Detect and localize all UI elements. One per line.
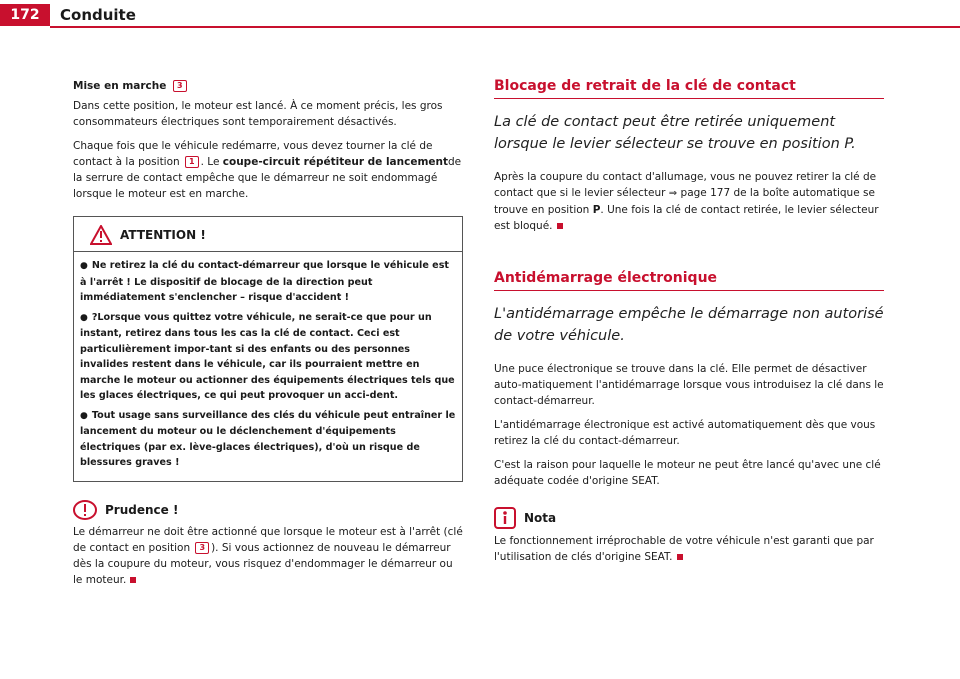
paragraph: C'est la raison pour laquelle le moteur ne peut être lancé qu'avec une clé adéquate codée d'origine SEAT.	[494, 459, 881, 487]
warning-text: Ne retirez la clé du contact-démarreur que lorsque le véhicule est à l'arrêt ! Le dispositif de blocage de la direction peut immédiatement s'enclencher – risque d'accident !	[80, 260, 449, 303]
text: . Le	[200, 156, 220, 168]
warning-body	[74, 252, 462, 481]
text: Le fonctionnement irréprochable de votre véhicule n'est garanti que par l'utilisation de clés d'origine SEAT.	[494, 535, 874, 563]
end-mark-icon	[677, 554, 683, 560]
caution-icon	[73, 500, 97, 520]
text: ). Si vous actionnez de nouveau le démarreur dès la coupure du moteur, vous risquez d'endommager le démarreur ou le moteur.	[73, 541, 453, 586]
end-mark-icon	[130, 577, 136, 583]
text: . Une fois la clé de contact retirée, le levier sélecteur est bloqué.	[494, 204, 879, 232]
text: page 177 de la boîte automatique se trouve en position	[494, 187, 875, 216]
warning-box	[73, 216, 463, 482]
paragraph	[73, 138, 463, 202]
warning-item	[80, 310, 456, 404]
warning-title: ATTENTION !	[120, 228, 206, 242]
section-title: Blocage de retrait de la clé de contact	[494, 78, 884, 99]
text: Le démarreur ne doit être actionné que lorsque le moteur est à l'arrêt (clé de contact en position	[73, 525, 463, 554]
position-badge: 3	[173, 80, 187, 92]
warning-header	[74, 217, 462, 252]
paragraph	[73, 524, 463, 588]
info-icon	[494, 507, 516, 529]
subheading-text: Mise en marche	[73, 80, 167, 92]
warning-text: ?Lorsque vous quittez votre véhicule, ne serait-ce que pour un instant, retirez dans tous les cas la clé de contact. Ceci est particulièrement impor-tant si des enfants ou des personnes invalides restent dans le véhicule, car ils pourraient mettre en marche le moteur ou actionner des équipements électriques tels que les glaces électriques, ce qui peut provoquer un acci-dent.	[80, 311, 455, 401]
end-mark-icon	[557, 223, 563, 229]
spacer	[494, 242, 884, 270]
nota-title: Nota	[524, 511, 557, 525]
chapter-title: Conduite	[60, 6, 136, 24]
bullet-icon: ●	[80, 410, 88, 421]
warning-text: Tout usage sans surveillance des clés du véhicule peut entraîner le lancement du moteur ou le déclenchement d'équipements électriques (par ex. lève-glaces électriques), d'où un risque de blessures graves !	[80, 409, 456, 468]
right-column	[494, 78, 884, 573]
position-badge: 1	[185, 156, 199, 168]
page-number: 172	[0, 4, 50, 26]
warning-item	[80, 258, 456, 306]
paragraph: L'antidémarrage électronique est activé automatiquement dès que vous retirez la clé du contact-démarreur.	[494, 419, 876, 447]
paragraph: Une puce électronique se trouve dans la clé. Elle permet de désactiver auto-matiquement l'antidémarrage lorsque vous introduisez la clé dans le contact-démarreur.	[494, 363, 884, 407]
prudence-header	[73, 500, 463, 520]
text: Chaque fois que le véhicule redémarre, vous devez tourner la clé de contact à la position	[73, 140, 433, 168]
page-header	[0, 0, 960, 30]
paragraph	[494, 169, 884, 234]
bold-text: P	[592, 204, 601, 216]
bold-text: coupe-circuit répétiteur de lancement	[222, 156, 449, 168]
prudence-title: Prudence !	[105, 502, 179, 517]
bullet-icon: ●	[80, 312, 88, 323]
header-rule	[50, 26, 960, 28]
arrow-icon: ⇒	[668, 188, 678, 199]
section-title: Antidémarrage électronique	[494, 270, 884, 291]
paragraph	[494, 533, 884, 565]
subheading	[73, 78, 463, 94]
section-lead: L'antidémarrage empêche le démarrage non autorisé de votre véhicule.	[494, 306, 884, 344]
nota-header	[494, 507, 884, 529]
paragraph: Dans cette position, le moteur est lancé. À ce moment précis, les gros consommateurs électriques sont temporairement désactivés.	[73, 100, 443, 128]
warning-triangle-icon	[90, 225, 112, 245]
position-badge: 3	[195, 542, 209, 554]
section-lead: La clé de contact peut être retirée uniquement lorsque le levier sélecteur se trouve en position P.	[494, 114, 856, 152]
bullet-icon: ●	[80, 261, 88, 271]
warning-item	[80, 408, 456, 471]
text: de la serrure de contact empêche que le démarreur ne soit endommagé lorsque le moteur est en marche.	[73, 156, 462, 200]
left-column	[73, 78, 463, 596]
text: Après la coupure du contact d'allumage, vous ne pouvez retirer la clé de contact que si le levier sélecteur	[494, 171, 877, 199]
